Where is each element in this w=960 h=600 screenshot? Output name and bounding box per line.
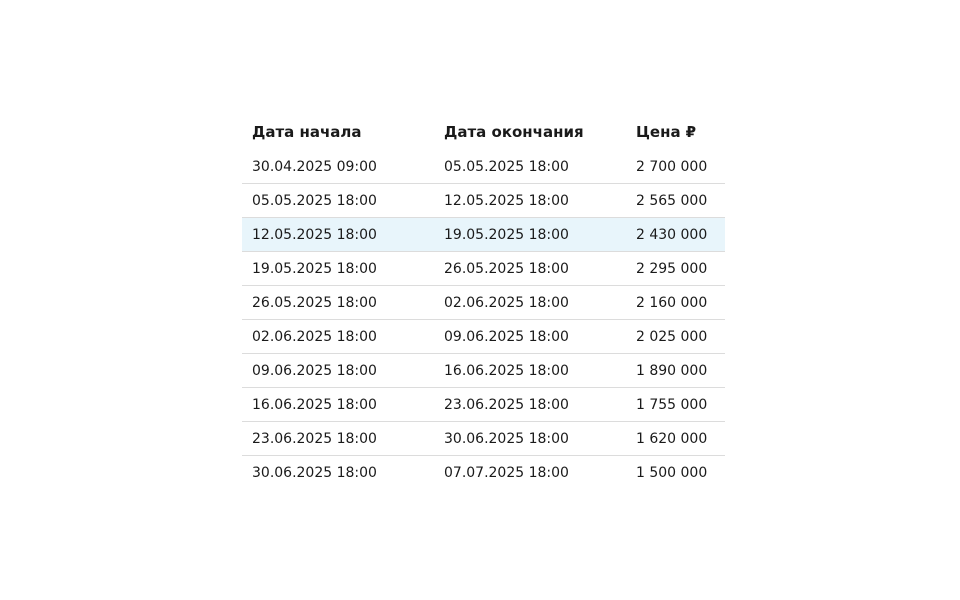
end-date-cell: 30.06.2025 18:00 bbox=[444, 430, 569, 447]
table-row[interactable] bbox=[242, 218, 725, 252]
table-row[interactable] bbox=[242, 422, 725, 456]
end-date-cell: 19.05.2025 18:00 bbox=[444, 226, 569, 243]
table-row[interactable] bbox=[242, 286, 725, 320]
start-date-cell: 05.05.2025 18:00 bbox=[252, 192, 377, 209]
start-date-cell: 23.06.2025 18:00 bbox=[252, 430, 377, 447]
end-date-cell: 07.07.2025 18:00 bbox=[444, 464, 569, 481]
start-date-cell: 30.06.2025 18:00 bbox=[252, 464, 377, 481]
price-cell: 2 565 000 bbox=[636, 192, 708, 209]
price-cell: 2 160 000 bbox=[636, 294, 708, 311]
table-row[interactable] bbox=[242, 456, 725, 490]
price-cell: 1 500 000 bbox=[636, 464, 708, 481]
table-row[interactable] bbox=[242, 150, 725, 184]
price-cell: 1 890 000 bbox=[636, 362, 708, 379]
start-date-cell: 09.06.2025 18:00 bbox=[252, 362, 377, 379]
start-date-cell: 19.05.2025 18:00 bbox=[252, 260, 377, 277]
start-date-cell: 26.05.2025 18:00 bbox=[252, 294, 377, 311]
start-date-cell: 30.04.2025 09:00 bbox=[252, 158, 377, 175]
end-date-cell: 05.05.2025 18:00 bbox=[444, 158, 569, 175]
header-row bbox=[242, 113, 725, 150]
price-cell: 2 700 000 bbox=[636, 158, 708, 175]
price-cell: 2 025 000 bbox=[636, 328, 708, 345]
price-schedule-table bbox=[242, 113, 725, 489]
end-date-cell: 02.06.2025 18:00 bbox=[444, 294, 569, 311]
price-cell: 2 430 000 bbox=[636, 226, 708, 243]
header-price bbox=[626, 113, 725, 150]
table-row[interactable] bbox=[242, 184, 725, 218]
header-end-date: Дата окончания bbox=[444, 122, 584, 141]
end-date-cell: 09.06.2025 18:00 bbox=[444, 328, 569, 345]
start-date-cell: 16.06.2025 18:00 bbox=[252, 396, 377, 413]
table-body bbox=[242, 150, 725, 489]
header-start-date: Дата начала bbox=[252, 122, 362, 141]
ruble-icon: ₽ bbox=[685, 122, 697, 141]
start-date-cell: 02.06.2025 18:00 bbox=[252, 328, 377, 345]
header-price-label: Цена bbox=[636, 122, 681, 141]
end-date-cell: 26.05.2025 18:00 bbox=[444, 260, 569, 277]
table-row[interactable] bbox=[242, 354, 725, 388]
start-date-cell: 12.05.2025 18:00 bbox=[252, 226, 377, 243]
end-date-cell: 16.06.2025 18:00 bbox=[444, 362, 569, 379]
end-date-cell: 23.06.2025 18:00 bbox=[444, 396, 569, 413]
price-cell: 1 620 000 bbox=[636, 430, 708, 447]
table-header bbox=[242, 113, 725, 150]
table-row[interactable] bbox=[242, 388, 725, 422]
price-cell: 1 755 000 bbox=[636, 396, 708, 413]
price-cell: 2 295 000 bbox=[636, 260, 708, 277]
table-row[interactable] bbox=[242, 320, 725, 354]
end-date-cell: 12.05.2025 18:00 bbox=[444, 192, 569, 209]
table-row[interactable] bbox=[242, 252, 725, 286]
